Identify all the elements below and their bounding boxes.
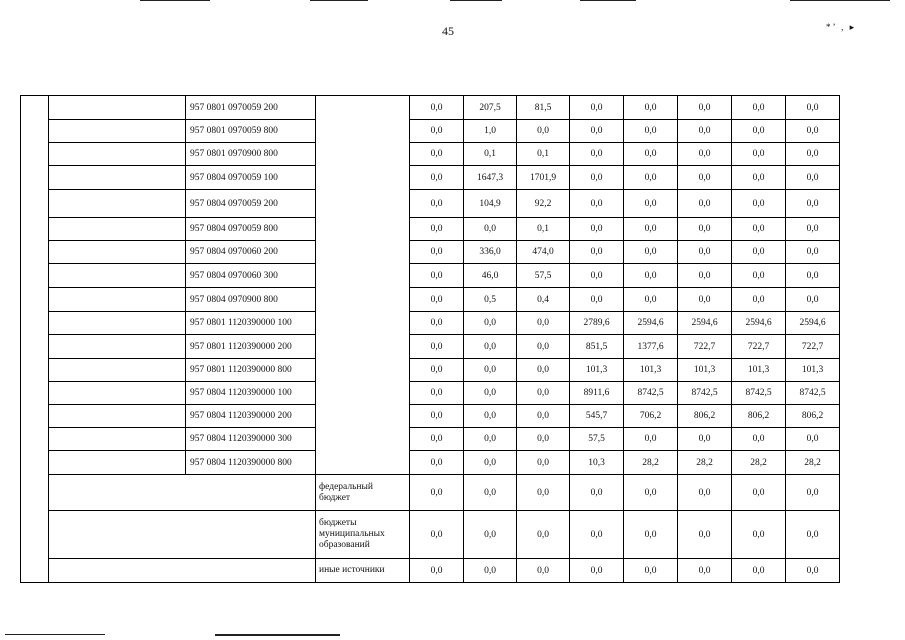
table-row xyxy=(21,359,840,382)
value-cell: 0,0 xyxy=(464,312,517,335)
value-cell: 101,3 xyxy=(732,359,786,382)
value-cell: 0,0 xyxy=(678,559,732,583)
value-cell: 0,0 xyxy=(786,120,840,143)
value-cell: 0,0 xyxy=(570,218,624,241)
value-cell: 0,0 xyxy=(678,475,732,511)
value-cell: 0,0 xyxy=(624,96,678,120)
value-cell: 0,0 xyxy=(624,428,678,451)
table-row xyxy=(21,143,840,166)
value-cell: 28,2 xyxy=(678,451,732,475)
value-cell: 0,0 xyxy=(678,428,732,451)
value-cell: 0,0 xyxy=(464,405,517,428)
corner-marks: *’ , ▸ xyxy=(826,22,857,32)
source-row xyxy=(21,559,840,583)
table-row xyxy=(21,382,840,405)
value-cell: 0,0 xyxy=(410,288,464,312)
value-cell: 474,0 xyxy=(517,241,570,264)
budget-code-cell: 957 0804 1120390000 200 xyxy=(186,405,316,428)
table-row xyxy=(21,428,840,451)
value-cell: 0,0 xyxy=(624,241,678,264)
budget-code-cell: 957 0804 0970059 100 xyxy=(186,166,316,190)
value-cell: 0,0 xyxy=(410,120,464,143)
budget-code-cell: 957 0801 0970900 800 xyxy=(186,143,316,166)
value-cell: 28,2 xyxy=(786,451,840,475)
value-cell: 0,0 xyxy=(570,559,624,583)
value-cell: 0,0 xyxy=(624,288,678,312)
value-cell: 0,0 xyxy=(410,559,464,583)
value-cell: 0,0 xyxy=(732,96,786,120)
value-cell: 0,0 xyxy=(464,428,517,451)
empty-cell xyxy=(49,120,186,143)
value-cell: 0,0 xyxy=(678,288,732,312)
value-cell: 1377,6 xyxy=(624,335,678,359)
value-cell: 2594,6 xyxy=(786,312,840,335)
empty-cell xyxy=(49,241,186,264)
table-body xyxy=(21,96,840,583)
value-cell: 0,0 xyxy=(410,475,464,511)
value-cell: 806,2 xyxy=(732,405,786,428)
empty-cell xyxy=(49,143,186,166)
value-cell: 545,7 xyxy=(570,405,624,428)
value-cell: 0,0 xyxy=(517,335,570,359)
value-cell: 0,0 xyxy=(570,190,624,218)
value-cell: 101,3 xyxy=(624,359,678,382)
value-cell: 0,0 xyxy=(786,559,840,583)
budget-code-cell: 957 0804 1120390000 300 xyxy=(186,428,316,451)
value-cell: 0,0 xyxy=(732,166,786,190)
value-cell: 8742,5 xyxy=(732,382,786,405)
value-cell: 0,0 xyxy=(624,264,678,288)
scan-line-top-4 xyxy=(580,0,636,1)
budget-code-cell: 957 0804 0970060 300 xyxy=(186,264,316,288)
value-cell: 0,0 xyxy=(732,288,786,312)
empty-cell xyxy=(49,335,186,359)
empty-cell xyxy=(49,264,186,288)
table-row xyxy=(21,451,840,475)
value-cell: 851,5 xyxy=(570,335,624,359)
value-cell: 0,4 xyxy=(517,288,570,312)
value-cell: 0,0 xyxy=(517,405,570,428)
value-cell: 0,0 xyxy=(410,511,464,559)
value-cell: 0,0 xyxy=(517,359,570,382)
value-cell: 0,0 xyxy=(624,190,678,218)
value-cell: 57,5 xyxy=(570,428,624,451)
empty-cell xyxy=(49,359,186,382)
value-cell: 101,3 xyxy=(678,359,732,382)
value-cell: 0,0 xyxy=(410,96,464,120)
value-cell: 0,0 xyxy=(786,241,840,264)
budget-code-cell: 957 0804 1120390000 800 xyxy=(186,451,316,475)
funding-source-label: федеральный бюджет xyxy=(316,475,410,511)
value-cell: 722,7 xyxy=(786,335,840,359)
funding-source-label: иные источники xyxy=(316,559,410,583)
budget-code-cell: 957 0804 0970059 800 xyxy=(186,218,316,241)
value-cell: 0,0 xyxy=(732,143,786,166)
empty-cell xyxy=(49,511,316,559)
value-cell: 101,3 xyxy=(570,359,624,382)
value-cell: 0,0 xyxy=(678,96,732,120)
value-cell: 0,0 xyxy=(624,475,678,511)
table-row xyxy=(21,241,840,264)
value-cell: 0,0 xyxy=(570,264,624,288)
value-cell: 0,0 xyxy=(464,475,517,511)
funding-source-label: бюджеты муниципальных образований xyxy=(316,511,410,559)
budget-code-cell: 957 0804 0970060 200 xyxy=(186,241,316,264)
value-cell: 0,0 xyxy=(570,120,624,143)
scan-line-bottom-2 xyxy=(215,634,340,636)
value-cell: 336,0 xyxy=(464,241,517,264)
value-cell: 0,0 xyxy=(732,559,786,583)
value-cell: 0,0 xyxy=(410,166,464,190)
value-cell: 0,0 xyxy=(786,288,840,312)
value-cell: 0,0 xyxy=(678,218,732,241)
value-cell: 0,0 xyxy=(678,264,732,288)
value-cell: 0,0 xyxy=(410,312,464,335)
value-cell: 0,0 xyxy=(517,475,570,511)
value-cell: 0,0 xyxy=(517,511,570,559)
value-cell: 0,0 xyxy=(786,96,840,120)
value-cell: 0,0 xyxy=(464,451,517,475)
value-cell: 0,0 xyxy=(786,166,840,190)
budget-code-cell: 957 0801 1120390000 800 xyxy=(186,359,316,382)
value-cell: 46,0 xyxy=(464,264,517,288)
value-cell: 0,0 xyxy=(570,241,624,264)
value-cell: 0,0 xyxy=(732,475,786,511)
table-row xyxy=(21,288,840,312)
scan-line-top-2 xyxy=(310,0,368,1)
budget-code-cell: 957 0801 0970059 200 xyxy=(186,96,316,120)
value-cell: 0,0 xyxy=(517,428,570,451)
value-cell: 10,3 xyxy=(570,451,624,475)
value-cell: 0,1 xyxy=(517,218,570,241)
value-cell: 0,0 xyxy=(786,428,840,451)
table-row xyxy=(21,190,840,218)
value-cell: 8911,6 xyxy=(570,382,624,405)
value-cell: 92,2 xyxy=(517,190,570,218)
budget-code-cell: 957 0801 0970059 800 xyxy=(186,120,316,143)
value-cell: 0,0 xyxy=(570,96,624,120)
value-cell: 1701,9 xyxy=(517,166,570,190)
table-row xyxy=(21,335,840,359)
value-cell: 207,5 xyxy=(464,96,517,120)
value-cell: 28,2 xyxy=(624,451,678,475)
value-cell: 706,2 xyxy=(624,405,678,428)
value-cell: 0,0 xyxy=(410,190,464,218)
empty-cell xyxy=(49,312,186,335)
table-row xyxy=(21,264,840,288)
value-cell: 28,2 xyxy=(732,451,786,475)
value-cell: 0,0 xyxy=(678,190,732,218)
empty-cell xyxy=(49,405,186,428)
value-cell: 0,5 xyxy=(464,288,517,312)
budget-code-cell: 957 0804 0970900 800 xyxy=(186,288,316,312)
value-cell: 806,2 xyxy=(678,405,732,428)
value-cell: 0,0 xyxy=(786,511,840,559)
empty-cell xyxy=(49,288,186,312)
empty-cell xyxy=(49,190,186,218)
source-row xyxy=(21,511,840,559)
value-cell: 0,0 xyxy=(517,120,570,143)
empty-cell xyxy=(49,166,186,190)
value-cell: 0,0 xyxy=(570,475,624,511)
value-cell: 0,0 xyxy=(624,511,678,559)
empty-cell xyxy=(49,382,186,405)
value-cell: 0,0 xyxy=(464,511,517,559)
value-cell: 0,0 xyxy=(678,511,732,559)
scan-line-bottom-1 xyxy=(5,634,105,635)
value-cell: 0,0 xyxy=(732,241,786,264)
value-cell: 0,0 xyxy=(410,359,464,382)
value-cell: 101,3 xyxy=(786,359,840,382)
value-cell: 0,1 xyxy=(464,143,517,166)
value-cell: 0,0 xyxy=(732,190,786,218)
value-cell: 0,0 xyxy=(678,166,732,190)
value-cell: 8742,5 xyxy=(678,382,732,405)
value-cell: 0,0 xyxy=(410,218,464,241)
empty-cell xyxy=(49,559,316,583)
empty-cell xyxy=(49,451,186,475)
table-row xyxy=(21,120,840,143)
blank-column-cell xyxy=(21,96,49,583)
table-row xyxy=(21,312,840,335)
empty-cell xyxy=(49,96,186,120)
value-cell: 0,0 xyxy=(517,559,570,583)
value-cell: 1,0 xyxy=(464,120,517,143)
value-cell: 0,0 xyxy=(410,428,464,451)
value-cell: 0,0 xyxy=(410,335,464,359)
value-cell: 0,0 xyxy=(624,218,678,241)
value-cell: 0,0 xyxy=(786,475,840,511)
value-cell: 0,0 xyxy=(624,120,678,143)
empty-cell xyxy=(49,475,316,511)
value-cell: 0,0 xyxy=(786,143,840,166)
value-cell: 8742,5 xyxy=(786,382,840,405)
value-cell: 0,0 xyxy=(678,120,732,143)
budget-code-cell: 957 0801 1120390000 200 xyxy=(186,335,316,359)
value-cell: 2594,6 xyxy=(732,312,786,335)
budget-code-cell: 957 0804 1120390000 100 xyxy=(186,382,316,405)
value-cell: 104,9 xyxy=(464,190,517,218)
value-cell: 0,0 xyxy=(410,405,464,428)
value-cell: 0,0 xyxy=(464,218,517,241)
value-cell: 0,0 xyxy=(732,120,786,143)
value-cell: 0,0 xyxy=(732,511,786,559)
value-cell: 0,0 xyxy=(732,218,786,241)
budget-table xyxy=(20,95,840,583)
value-cell: 0,0 xyxy=(786,190,840,218)
value-cell: 0,0 xyxy=(732,264,786,288)
value-cell: 2594,6 xyxy=(624,312,678,335)
value-cell: 2594,6 xyxy=(678,312,732,335)
value-cell: 8742,5 xyxy=(624,382,678,405)
value-cell: 0,0 xyxy=(464,559,517,583)
value-cell: 81,5 xyxy=(517,96,570,120)
value-cell: 722,7 xyxy=(678,335,732,359)
value-cell: 0,0 xyxy=(570,143,624,166)
value-cell: 0,0 xyxy=(624,559,678,583)
value-cell: 722,7 xyxy=(732,335,786,359)
value-cell: 0,0 xyxy=(410,241,464,264)
value-cell: 0,0 xyxy=(678,241,732,264)
table-row xyxy=(21,405,840,428)
empty-cell xyxy=(49,218,186,241)
table-row xyxy=(21,166,840,190)
value-cell: 0,0 xyxy=(570,288,624,312)
value-cell: 0,0 xyxy=(464,335,517,359)
value-cell: 0,0 xyxy=(410,264,464,288)
value-cell: 57,5 xyxy=(517,264,570,288)
value-cell: 0,0 xyxy=(624,166,678,190)
source-row xyxy=(21,475,840,511)
scan-line-top-3 xyxy=(450,0,502,1)
value-cell: 0,0 xyxy=(732,428,786,451)
value-cell: 0,1 xyxy=(517,143,570,166)
value-cell: 0,0 xyxy=(517,382,570,405)
value-cell: 0,0 xyxy=(678,143,732,166)
value-cell: 0,0 xyxy=(410,451,464,475)
value-cell: 0,0 xyxy=(517,312,570,335)
value-cell: 0,0 xyxy=(410,382,464,405)
value-cell: 0,0 xyxy=(786,218,840,241)
value-cell: 806,2 xyxy=(786,405,840,428)
value-cell: 1647,3 xyxy=(464,166,517,190)
value-cell: 0,0 xyxy=(517,451,570,475)
scan-line-top-5 xyxy=(790,0,890,1)
value-cell: 0,0 xyxy=(570,166,624,190)
scan-line-top-1 xyxy=(140,0,210,1)
value-cell: 0,0 xyxy=(570,511,624,559)
value-cell: 0,0 xyxy=(464,359,517,382)
value-cell: 2789,6 xyxy=(570,312,624,335)
table-row xyxy=(21,96,840,120)
value-cell: 0,0 xyxy=(624,143,678,166)
empty-cell xyxy=(49,428,186,451)
value-cell: 0,0 xyxy=(410,143,464,166)
page-number: 45 xyxy=(442,24,454,38)
table-row xyxy=(21,218,840,241)
value-cell: 0,0 xyxy=(464,382,517,405)
budget-code-cell: 957 0804 0970059 200 xyxy=(186,190,316,218)
budget-code-cell: 957 0801 1120390000 100 xyxy=(186,312,316,335)
source-blank-cell xyxy=(316,96,410,475)
value-cell: 0,0 xyxy=(786,264,840,288)
